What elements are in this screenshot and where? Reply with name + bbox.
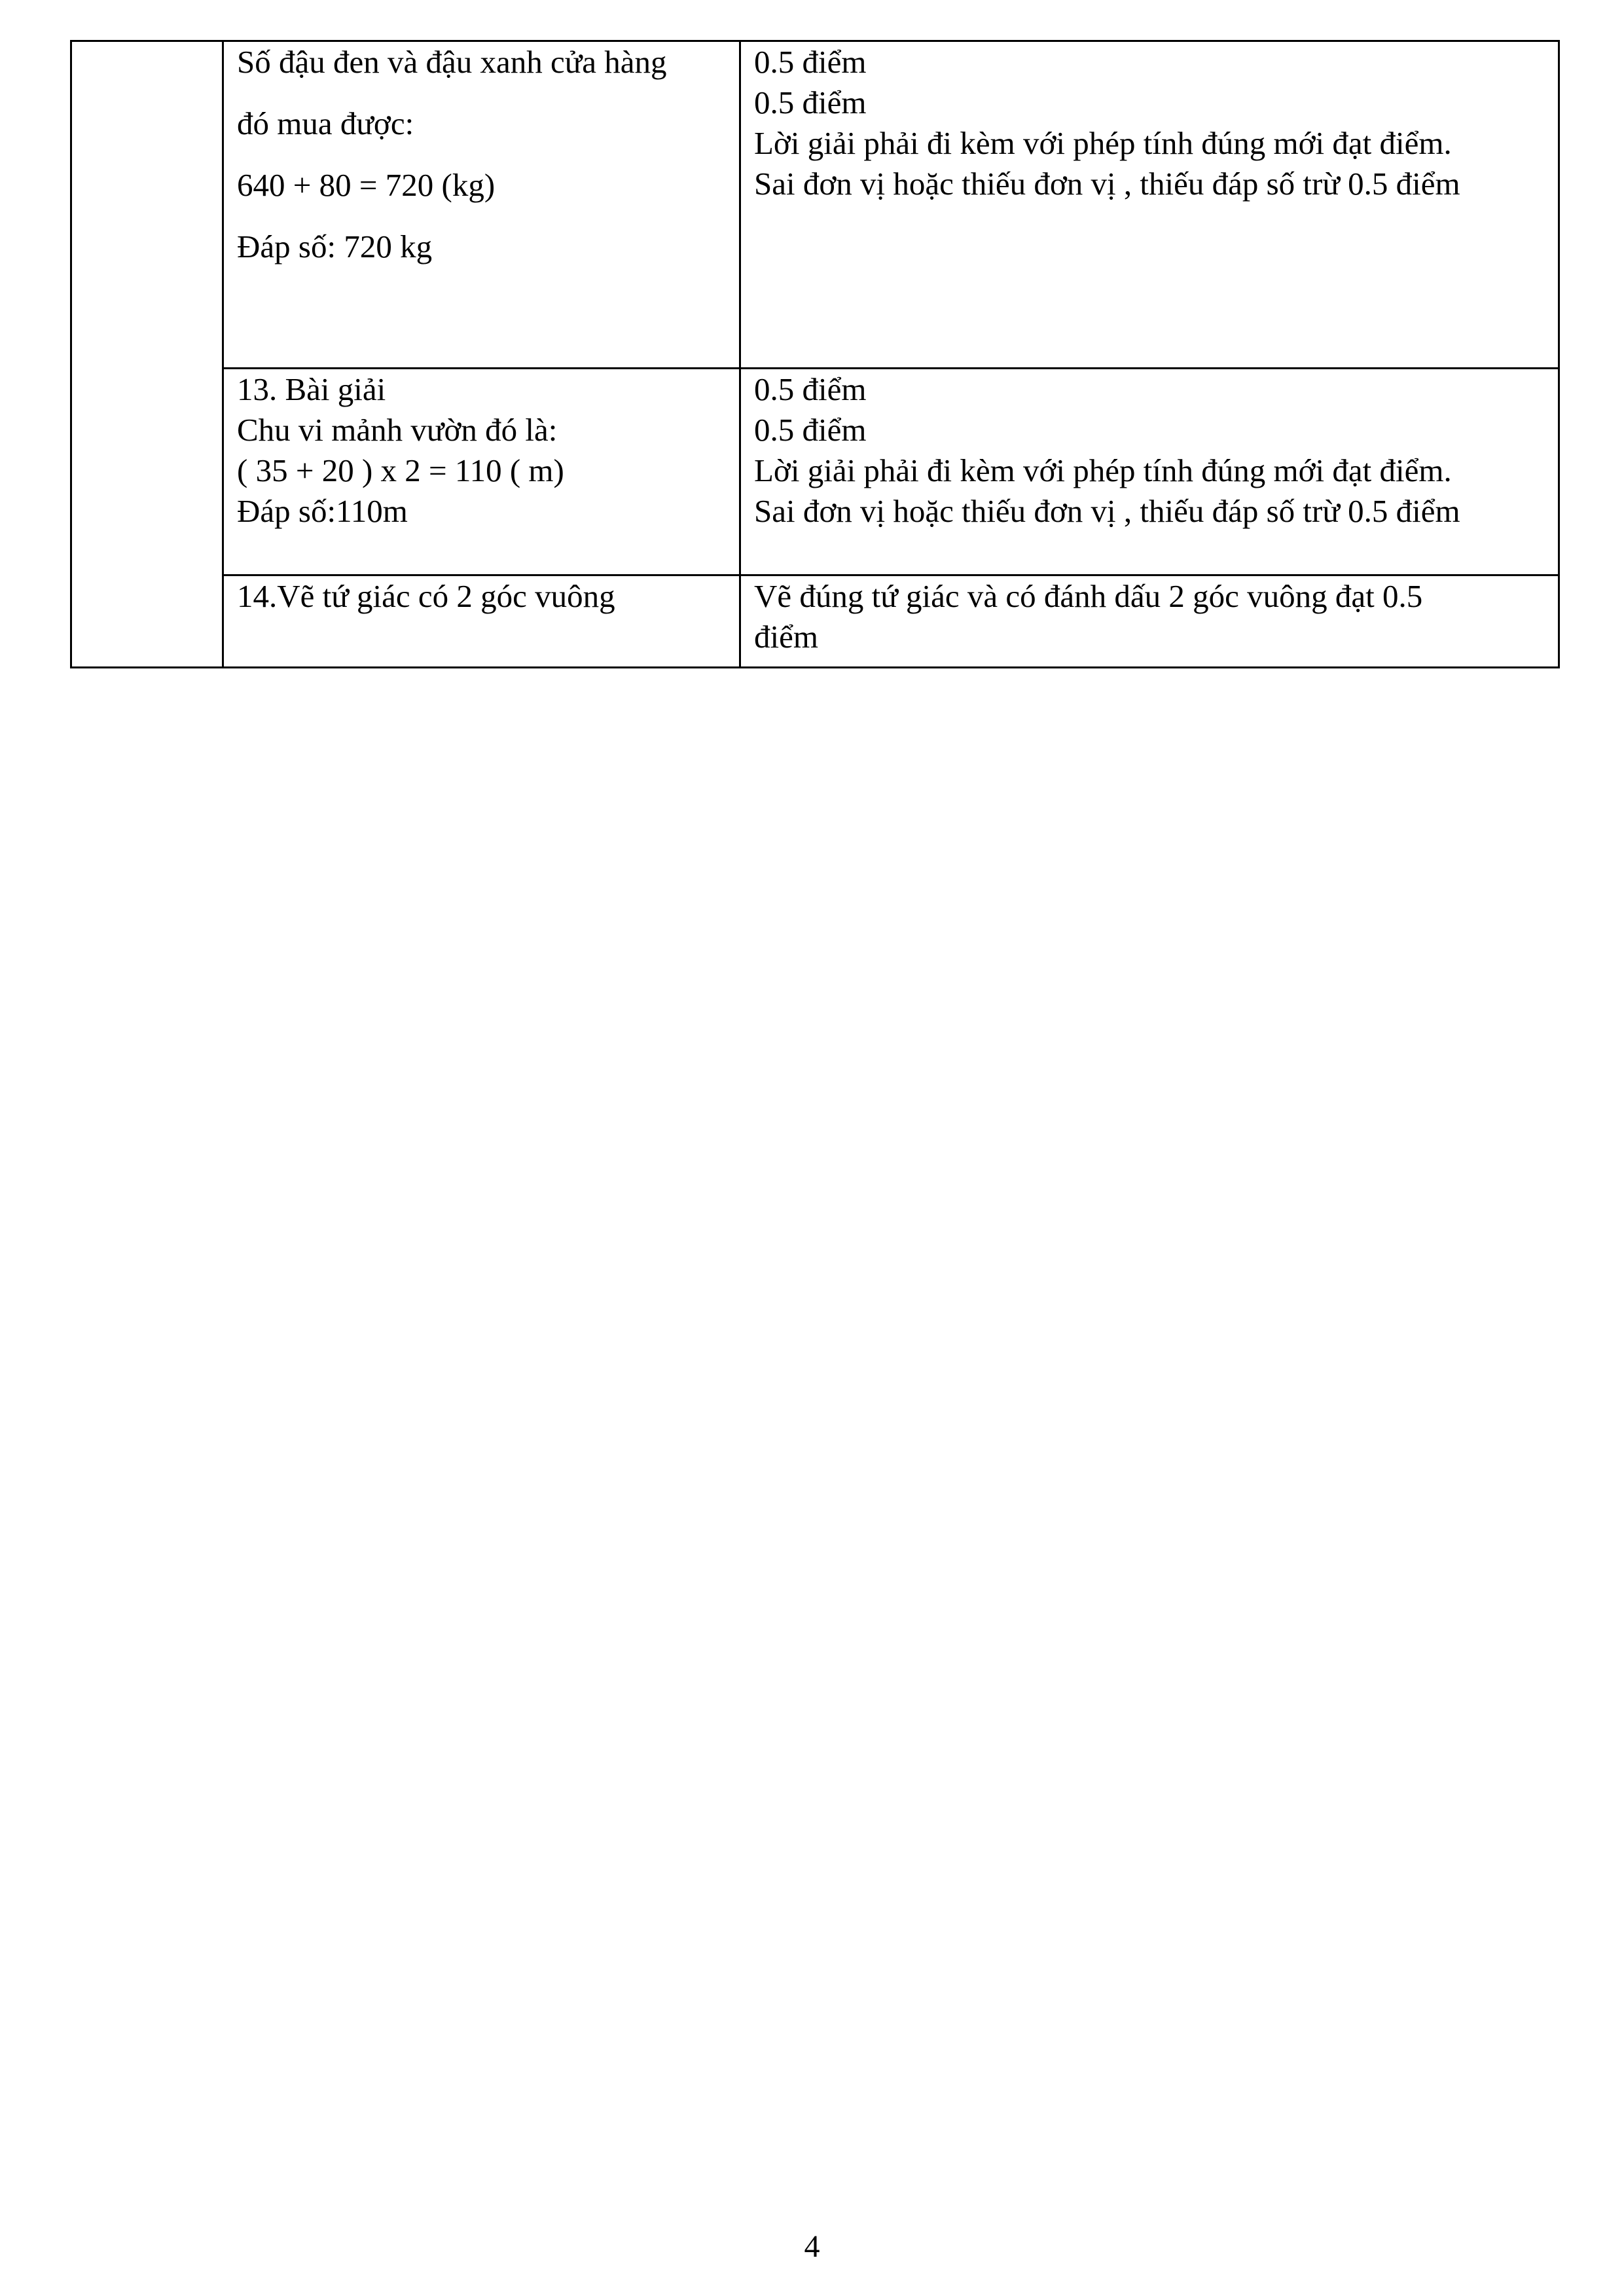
- solution-line: 14.Vẽ tứ giác có 2 góc vuông: [237, 578, 615, 614]
- question-number-cell: [71, 41, 223, 668]
- scoring-line: 0.5 điểm: [754, 44, 867, 80]
- table-row: [71, 41, 1559, 369]
- scoring-line: 0.5 điểm: [754, 412, 867, 448]
- table-row: [71, 369, 1559, 575]
- scoring-line: 0.5 điểm: [754, 371, 867, 407]
- solution-line: ( 35 + 20 ) x 2 = 110 ( m): [237, 452, 564, 488]
- scoring-line: 0.5 điểm: [754, 84, 867, 120]
- scoring-line: Sai đơn vị hoặc thiếu đơn vị , thiếu đáp số trừ 0.5 điểm: [754, 493, 1460, 529]
- page-number: 4: [804, 2229, 820, 2264]
- scoring-line: Vẽ đúng tứ giác và có đánh dấu 2 góc vuông đạt 0.5: [754, 578, 1423, 614]
- solution-line: Đáp số:110m: [237, 493, 408, 529]
- scoring-line: Lời giải phải đi kèm với phép tính đúng mới đạt điểm.: [754, 125, 1452, 161]
- solution-cell: [223, 575, 740, 668]
- scoring-line: Sai đơn vị hoặc thiếu đơn vị , thiếu đáp số trừ 0.5 điểm: [754, 166, 1460, 202]
- table-row: [71, 575, 1559, 668]
- scoring-cell: [740, 575, 1559, 668]
- solution-line: Đáp số: 720 kg: [237, 228, 433, 264]
- solution-line: Chu vi mảnh vườn đó là:: [237, 412, 558, 448]
- scoring-cell: [740, 41, 1559, 369]
- scoring-line: Lời giải phải đi kèm với phép tính đúng mới đạt điểm.: [754, 452, 1452, 488]
- solution-line: 13. Bài giải: [237, 371, 386, 407]
- solution-cell: [223, 369, 740, 575]
- scoring-cell: [740, 369, 1559, 575]
- solution-line: 640 + 80 = 720 (kg): [237, 167, 496, 203]
- solution-cell: [223, 41, 740, 369]
- scoring-line: điểm: [754, 619, 818, 655]
- solution-line: đó mua được:: [237, 105, 414, 141]
- answer-key-table: [70, 40, 1560, 668]
- solution-line: Số đậu đen và đậu xanh cửa hàng: [237, 44, 667, 80]
